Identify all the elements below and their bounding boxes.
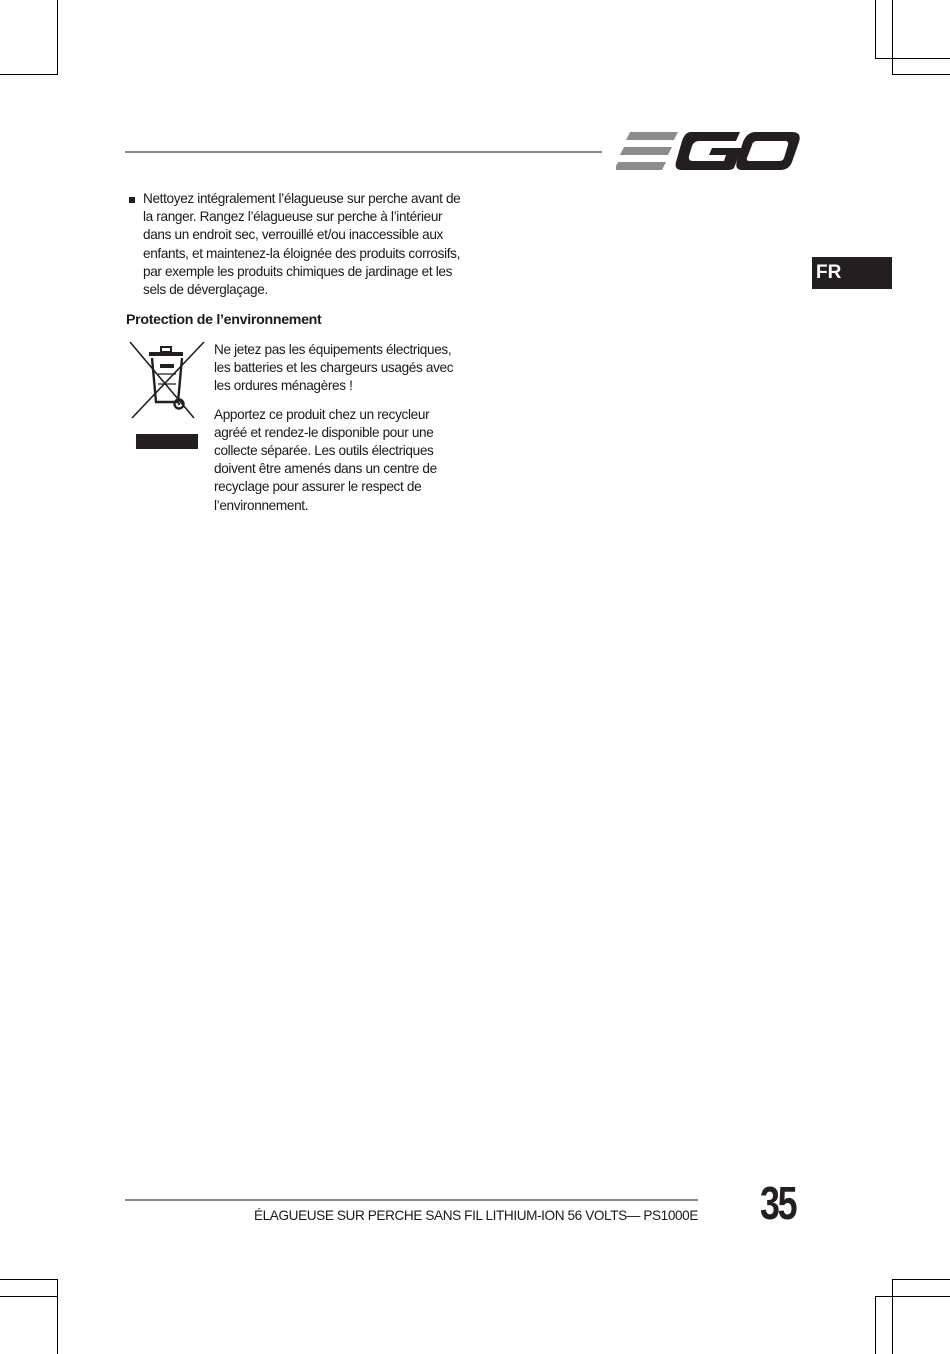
crossed-out-wheelie-bin-icon [129,340,207,452]
crop-mark [875,58,950,59]
crop-mark [0,1296,58,1297]
crop-mark [892,1279,893,1354]
page-number: 35 [760,1177,796,1229]
bullet-item [126,190,466,299]
bullet-text: Nettoyez intégralement l’élagueuse sur perche avant de la ranger. Rangez l’élagueuse sur perche à l’intérieur dans un endroit sec, verrouillé et/ou inaccessible aux enfants, et maintenez-la éloignée des produits corrosifs, par exemple les produits chimiques de jardinage et les sels de déverglaçage. [143,191,461,298]
crop-mark [875,1296,950,1297]
footer-rule [125,1199,698,1201]
environment-paragraph: Apportez ce produit chez un recycleur agréé et rendez-le disponible pour une collecte séparée. Les outils électriques doivent être amenés dans un centre de recyclage pour assurer le respect de l’environnement. [214,406,437,513]
ego-logo [616,128,802,174]
header-rule [125,151,602,153]
crop-mark [892,0,893,74]
crop-mark [875,1296,876,1354]
crop-mark [892,1279,950,1280]
crop-mark [57,0,58,74]
square-bullet-icon [129,197,135,203]
section-title: Protection de l’environnement [126,312,322,328]
environment-text [214,341,459,525]
footer-product-title: ÉLAGUEUSE SUR PERCHE SANS FIL LITHIUM-ION 56 VOLTS— PS1000E [253,1208,698,1223]
crop-mark [57,1279,58,1354]
crop-mark [0,1279,58,1280]
crop-mark [875,0,876,58]
crop-mark [892,74,950,75]
environment-paragraph: Ne jetez pas les équipements électriques, les batteries et les chargeurs usagés avec les ordures ménagères ! [214,342,454,394]
language-tab: FR [812,257,892,289]
crop-mark [0,74,58,75]
